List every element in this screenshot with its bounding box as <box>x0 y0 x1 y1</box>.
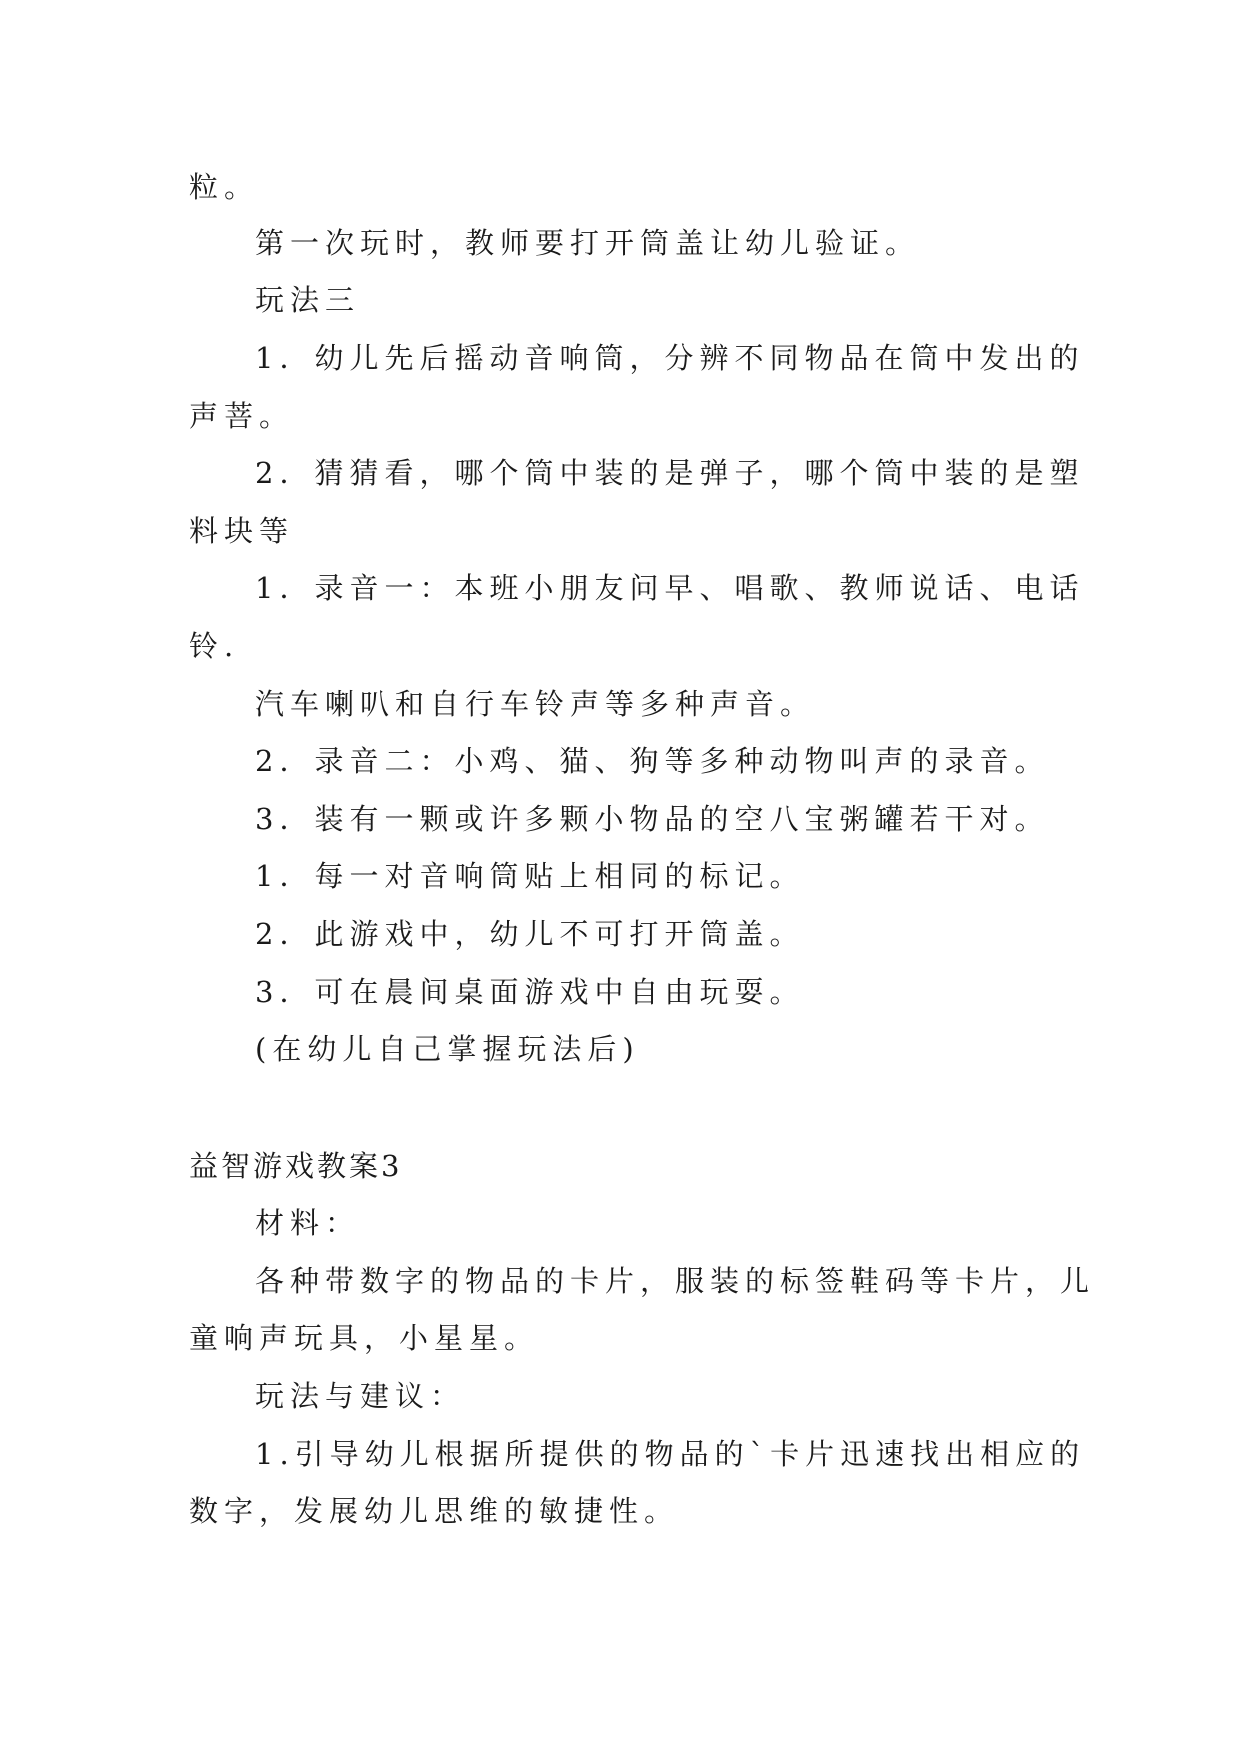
list-item-line: 1.引导幼儿根据所提供的物品的`卡片迅速找出相应的 <box>255 1437 1086 1471</box>
paragraph-line: 材料： <box>255 1206 361 1240</box>
paragraph-line: 汽车喇叭和自行车铃声等多种声音。 <box>255 687 816 721</box>
paragraph-line: 玩法与建议： <box>255 1379 466 1413</box>
list-item-line: 1．录音一：本班小朋友问早、唱歌、教师说话、电话 <box>255 571 1085 605</box>
list-item-continuation: 料块等 <box>189 514 295 548</box>
list-item-line: 1．每一对音响筒贴上相同的标记。 <box>255 859 805 893</box>
list-item-line: 3．可在晨间桌面游戏中自由玩耍。 <box>255 975 805 1009</box>
paragraph-line: (在幼儿自己掌握玩法后) <box>255 1032 640 1066</box>
list-item-line: 2．此游戏中，幼儿不可打开筒盖。 <box>255 917 805 951</box>
paragraph-line: 粒。 <box>189 170 260 204</box>
section-title: 益智游戏教案3 <box>189 1149 403 1183</box>
list-item-continuation: 铃. <box>189 629 240 663</box>
paragraph-continuation: 童响声玩具，小星星。 <box>189 1321 540 1355</box>
paragraph-line: 各种带数字的物品的卡片，服装的标签鞋码等卡片，儿 <box>255 1264 1096 1298</box>
list-item-line: 1．幼儿先后摇动音响筒，分辨不同物品在筒中发出的 <box>255 341 1085 375</box>
paragraph-line: 第一次玩时，教师要打开筒盖让幼儿验证。 <box>255 226 921 260</box>
subheading-line: 玩法三 <box>255 283 361 317</box>
list-item-line: 3．装有一颗或许多颗小物品的空八宝粥罐若干对。 <box>255 802 1050 836</box>
list-item-continuation: 数字，发展幼儿思维的敏捷性。 <box>189 1494 680 1528</box>
list-item-line: 2．录音二：小鸡、猫、狗等多种动物叫声的录音。 <box>255 744 1050 778</box>
list-item-line: 2．猜猜看，哪个筒中装的是弹子，哪个筒中装的是塑 <box>255 456 1085 490</box>
list-item-continuation: 声菩。 <box>189 399 295 433</box>
